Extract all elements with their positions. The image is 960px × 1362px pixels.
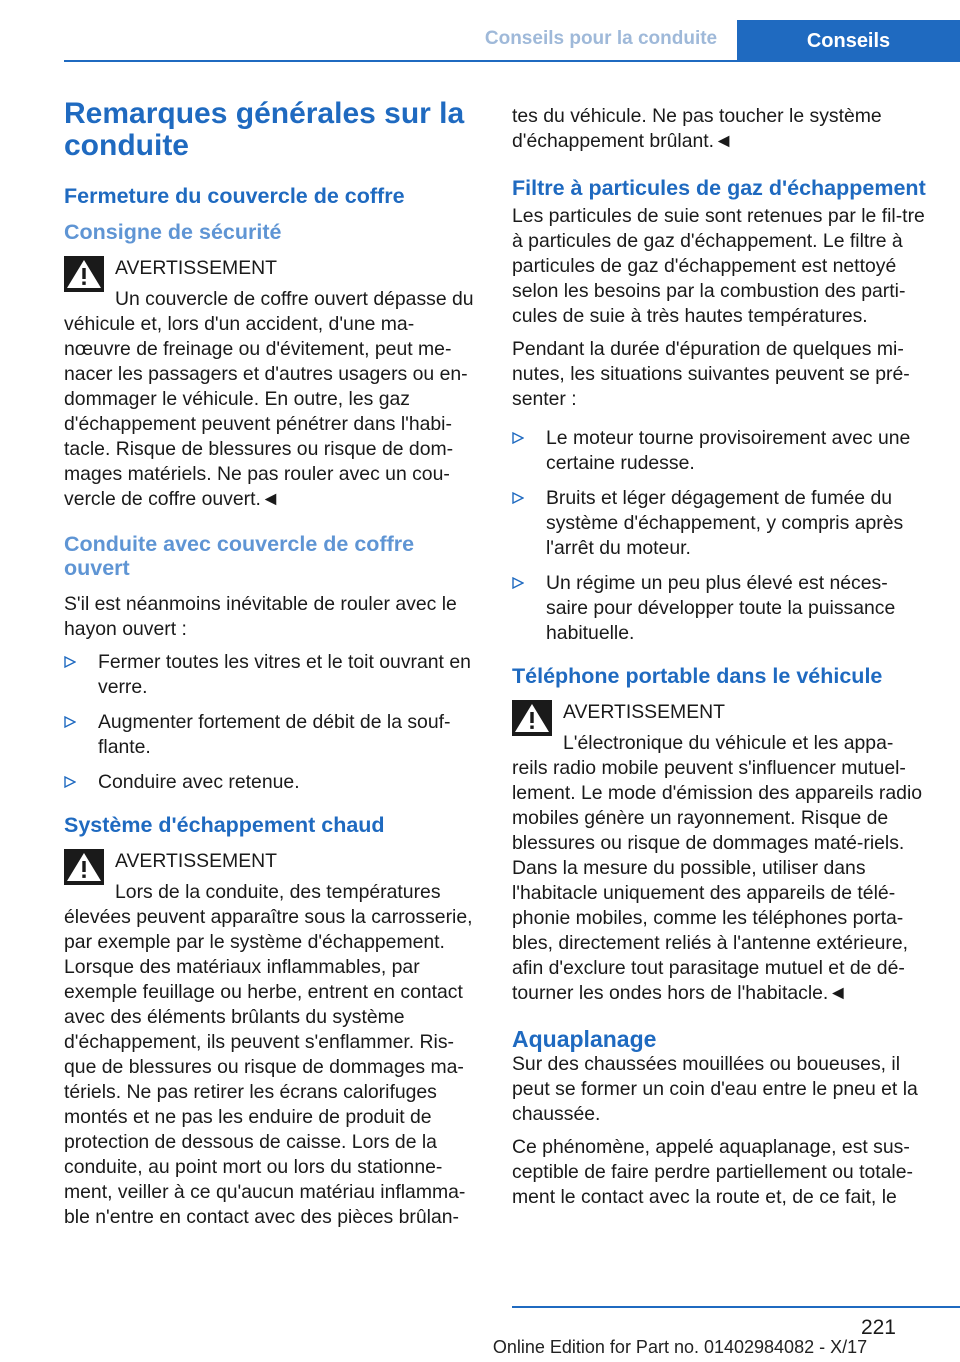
list-item-text: Augmenter fortement de débit de la souf‐flante. [98, 711, 451, 758]
warning-text: Lors de la conduite, des températures élevées peuvent apparaître sous la carrosserie, par exemple par le système d'échappement. Lorsque des matériaux inflammables, par exemple feuillage ou herbe, entrent en contact avec des éléments brûlants du système d'échappement, ils peuvent s'enflammer. Ris‐que de blessures ou risque de dommages ma‐tériels. Ne pas retirer les écrans calorifuges montés et ne pas les enduire de produit de protection de dessous de caisse. Lors de la conduite, au point mort ou lors du stationne‐ment, veiller à ce qu'aucun matériau inflamma‐ble n'entre en contact avec des pièces brûlan‐ [64, 881, 473, 1228]
heading-open-trunk: Conduite avec couvercle de coffre ouvert [64, 532, 415, 580]
paragraph: Sur des chaussées mouillées ou boueuses, il peut se former un coin d'eau entre le pneu et la chaussée. [512, 1053, 918, 1125]
page-header [0, 0, 960, 62]
triangle-bullet-icon [512, 492, 524, 504]
triangle-bullet-icon [64, 776, 76, 788]
list-item [512, 426, 926, 476]
triangle-bullet-icon [512, 577, 524, 589]
list-item-text: Un régime un peu plus élevé est néces‐saire pour développer toute la puissance habituelle. [546, 572, 896, 644]
warning-icon [512, 700, 552, 736]
list-item [512, 571, 926, 646]
heading-aquaplaning: Aquaplanage [512, 1026, 657, 1052]
header-section-title: Conseils pour la conduite [484, 28, 718, 49]
page-number: 221 [860, 1316, 896, 1339]
heading-hot-exhaust: Système d'échappement chaud [64, 813, 385, 837]
paragraph: Ce phénomène, appelé aquaplanage, est sus‐ceptible de faire perdre partiellement ou totale‐ment le contact avec la route et, de ce fait, le [512, 1136, 913, 1208]
warning-exhaust [64, 849, 478, 1230]
list-item [512, 486, 926, 561]
footer-rule [512, 1306, 960, 1308]
warning-title: AVERTISSEMENT [115, 850, 277, 872]
list-item-text: Conduire avec retenue. [98, 771, 300, 793]
triangle-bullet-icon [64, 656, 76, 668]
heading-mobile-phone: Téléphone portable dans le véhicule [512, 664, 883, 688]
triangle-bullet-icon [512, 432, 524, 444]
list-item [64, 650, 478, 700]
list-item [64, 710, 478, 760]
paragraph-continued: tes du véhicule. Ne pas toucher le système d'échappement brûlant.◄ [512, 105, 882, 152]
paragraph: S'il est néanmoins inévitable de rouler avec le hayon ouvert : [64, 593, 457, 640]
header-chapter-tab: Conseils [737, 20, 960, 62]
heading-trunk-closing: Fermeture du couvercle de coffre [64, 184, 405, 208]
bullet-list-filter [512, 426, 926, 646]
list-item-text: Fermer toutes les vitres et le toit ouvrant en verre. [98, 651, 471, 698]
list-item-text: Bruits et léger dégagement de fumée du système d'échappement, y compris après l'arrêt du moteur. [546, 487, 904, 559]
heading-particle-filter: Filtre à particules de gaz d'échappement [512, 176, 926, 200]
paragraph: Pendant la durée d'épuration de quelques mi‐nutes, les situations suivantes peuvent se pré‐senter : [512, 338, 910, 410]
warning-title: AVERTISSEMENT [115, 257, 277, 279]
warning-icon [64, 256, 104, 292]
right-column [512, 104, 926, 1218]
page-title: Remarques générales sur la conduite [64, 97, 465, 162]
list-item-text: Le moteur tourne provisoirement avec une certaine rudesse. [546, 427, 911, 474]
paragraph: Les particules de suie sont retenues par le fil‐tre à particules de gaz d'échappement. Le filtre à particules de gaz d'échappement est nettoyé selon les besoins par la combustion des parti‐cules de suie à très hautes températures. [512, 205, 925, 327]
warning-trunk [64, 256, 478, 512]
warning-icon [64, 849, 104, 885]
header-rule [64, 60, 960, 62]
list-item [64, 770, 478, 795]
left-column [64, 98, 478, 1250]
warning-phone [512, 700, 926, 1006]
bullet-list-open-trunk [64, 650, 478, 795]
warning-text: Un couvercle de coffre ouvert dépasse du véhicule et, lors d'un accident, d'une ma‐nœuvre de freinage ou d'évitement, peut me‐nacer les passagers et d'autres usagers ou en‐dommager le véhicule. En outre, les gaz d'échappement peuvent pénétrer dans l'habi‐tacle. Risque de blessures ou risque de dom‐mages matériels. Ne pas rouler avec un cou‐vercle de coffre ouvert.◄ [64, 288, 474, 510]
warning-title: AVERTISSEMENT [563, 701, 725, 723]
warning-text: L'électronique du véhicule et les appa‐reils radio mobile peuvent s'influencer mutuel‐lement. Le mode d'émission des appareils radio mobiles génère un rayonnement. Risque de blessures ou risque de dommages maté‐riels. Dans la mesure du possible, utiliser dans l'habitacle uniquement des appareils de télé‐phonie mobiles, comme les téléphones porta‐bles, directement reliés à l'antenne extérieure, afin d'exclure tout parasitage mutuel et de dé‐tourner les ondes hors de l'habitacle.◄ [512, 732, 923, 1004]
heading-safety-notice: Consigne de sécurité [64, 220, 282, 244]
triangle-bullet-icon [64, 716, 76, 728]
edition-footer: Online Edition for Part no. 01402984082 - X/17 [492, 1337, 868, 1357]
